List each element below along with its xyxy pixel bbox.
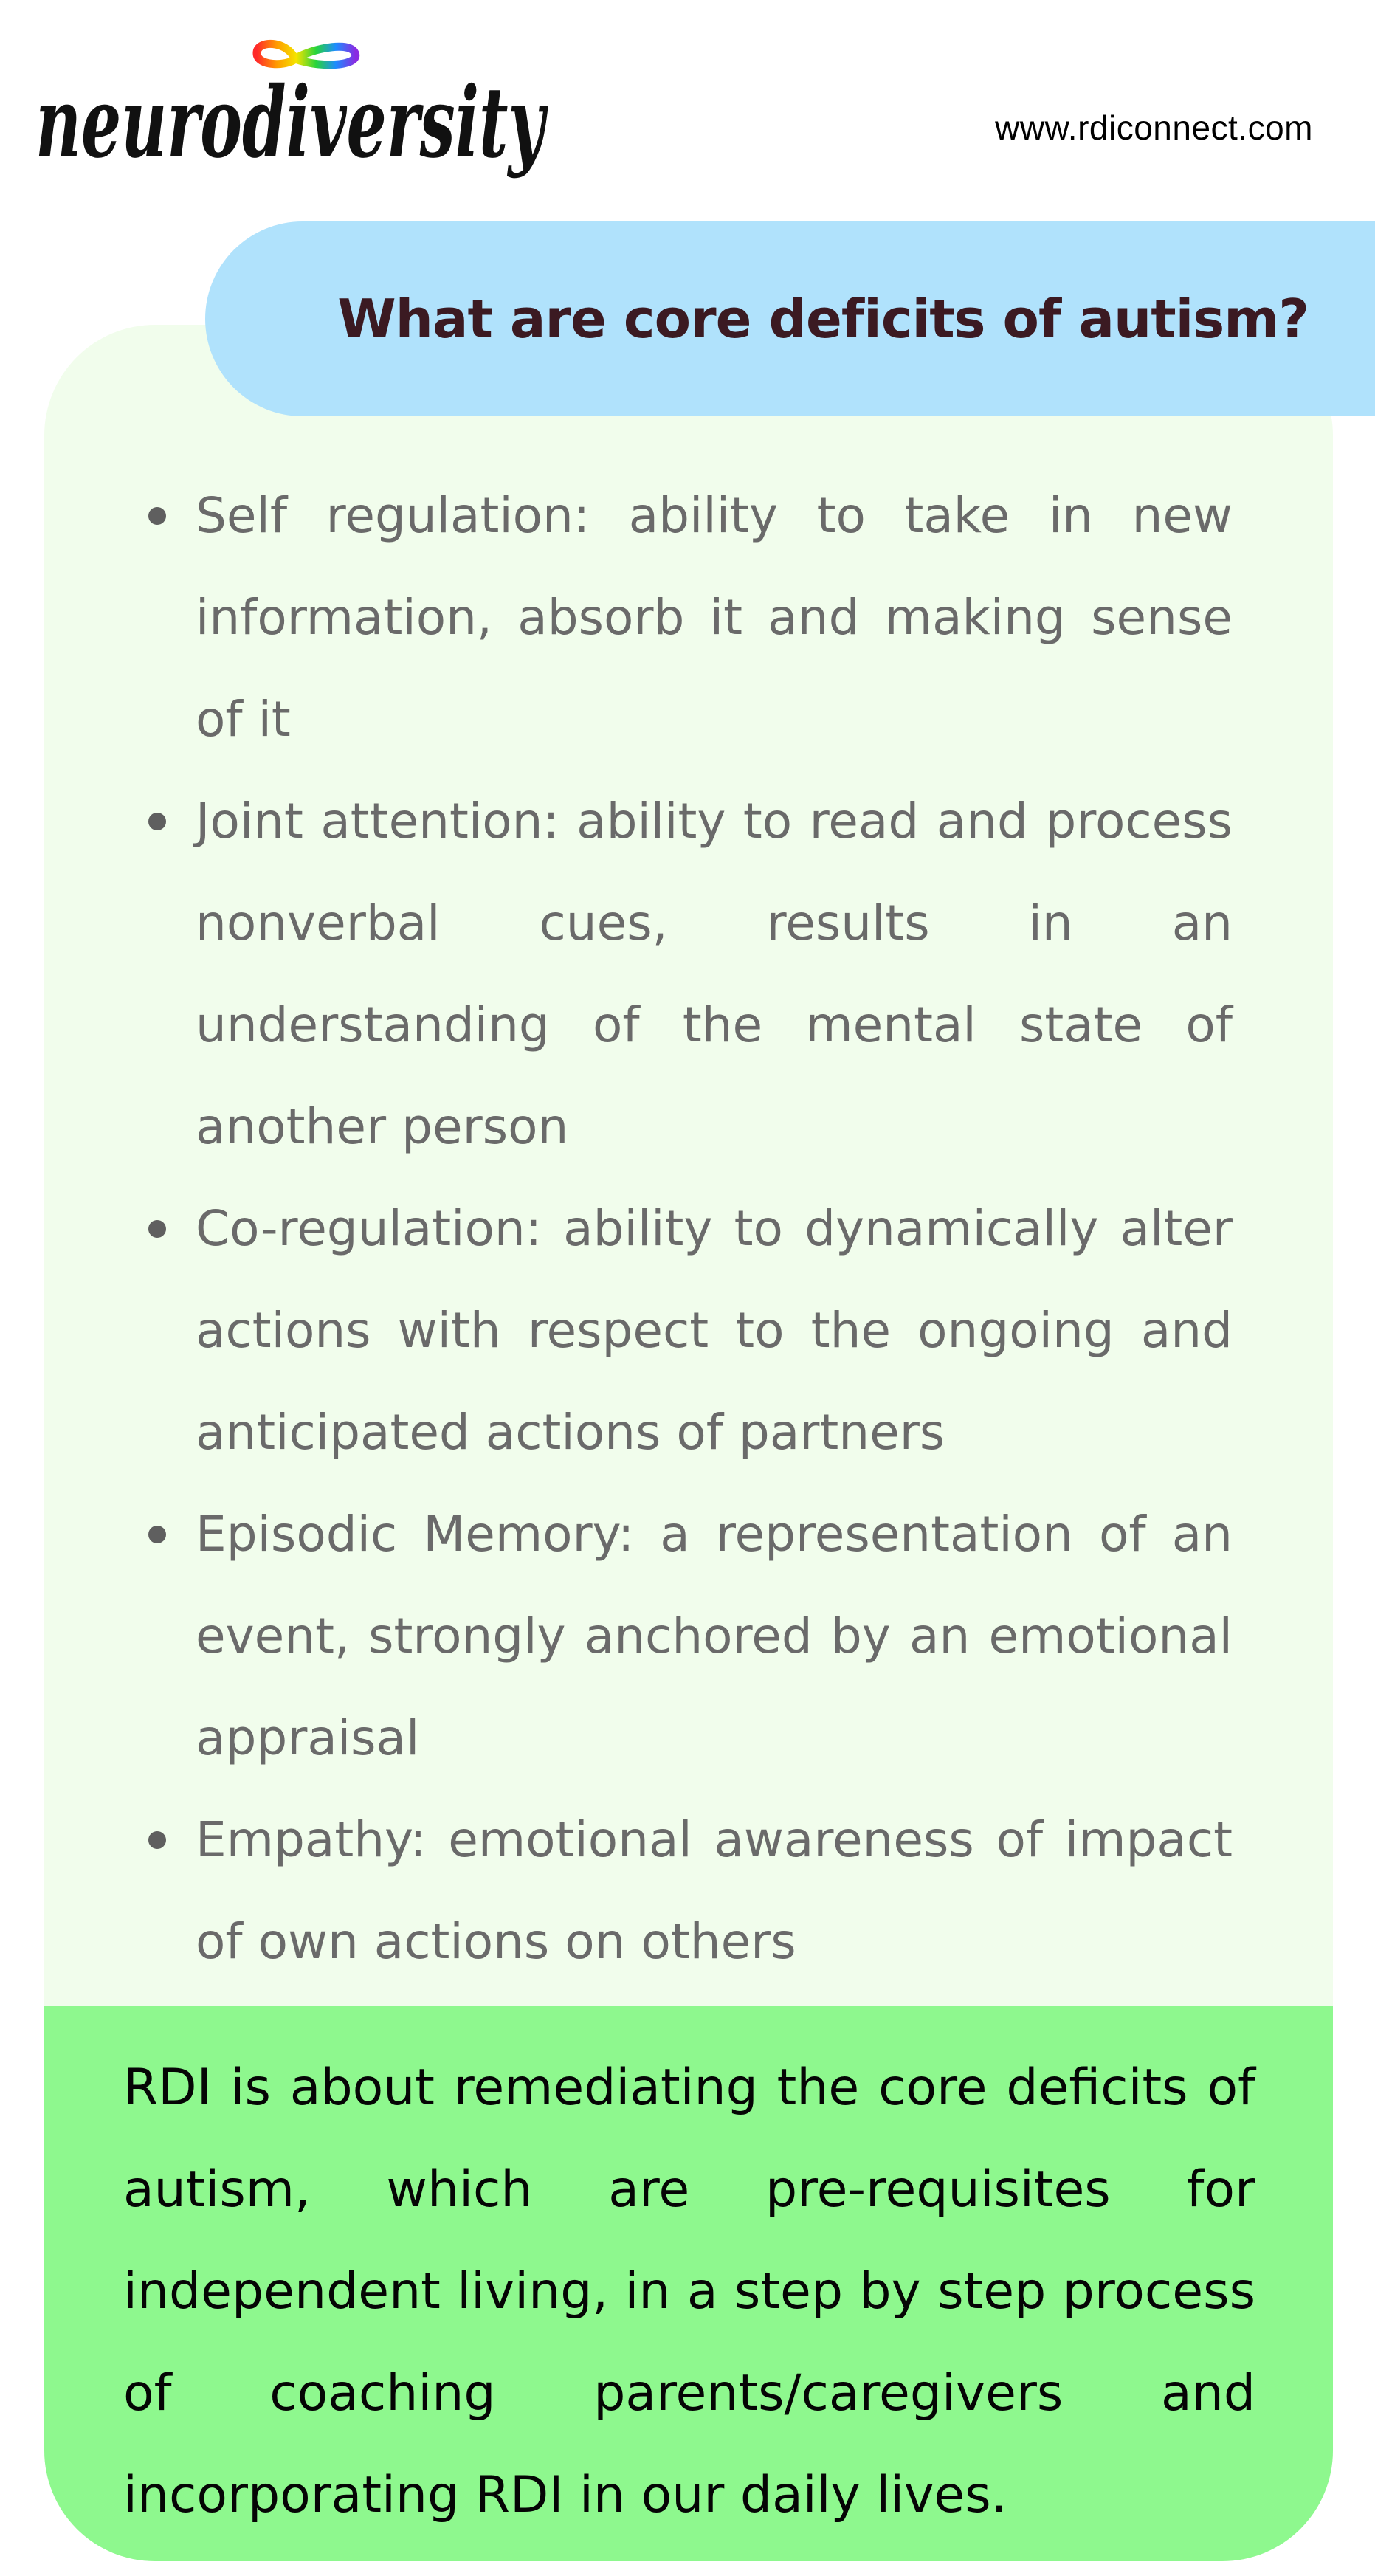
list-item: [196, 1178, 1233, 1484]
logo-wordmark: neurodiversity: [35, 66, 549, 180]
deficit-text: Co-regulation: ability to dynamically alter actions with respect to the ongoing and anticipated actions of partners: [196, 1200, 1233, 1461]
website-url[interactable]: www.rdiconnect.com: [995, 109, 1313, 147]
summary-text: RDI is about remediating the core deficits of autism, which are pre-requisites for independent living, in a step by step process of coaching parents/caregivers and incorporating RDI in our daily lives.: [123, 2059, 1255, 2524]
neurodiversity-logo: [35, 30, 552, 199]
title-banner: [205, 221, 1375, 416]
bullet-icon: [148, 813, 166, 830]
list-item: [196, 1789, 1233, 1993]
page-title: What are core deficits of autism?: [337, 288, 1309, 350]
deficit-text: Episodic Memory: a representation of an event, strongly anchored by an emotional appraisal: [196, 1506, 1233, 1766]
deficit-text: Self regulation: ability to take in new information, absorb it and making sense of it: [196, 487, 1233, 748]
deficit-text: Empathy: emotional awareness of impact of own actions on others: [196, 1811, 1233, 1970]
bullet-icon: [148, 1831, 166, 1849]
deficit-text: Joint attention: ability to read and process nonverbal cues, results in an understanding of the mental state of another person: [196, 793, 1233, 1155]
infinity-icon: [257, 44, 356, 64]
bullet-icon: [148, 1526, 166, 1543]
list-item: [196, 1484, 1233, 1789]
list-item: [196, 771, 1233, 1178]
bullet-icon: [148, 1220, 166, 1238]
bullet-icon: [148, 507, 166, 525]
deficits-list: [196, 465, 1233, 1993]
summary-box: [44, 2006, 1333, 2561]
list-item: [196, 465, 1233, 771]
logo-graphic: [35, 30, 552, 199]
